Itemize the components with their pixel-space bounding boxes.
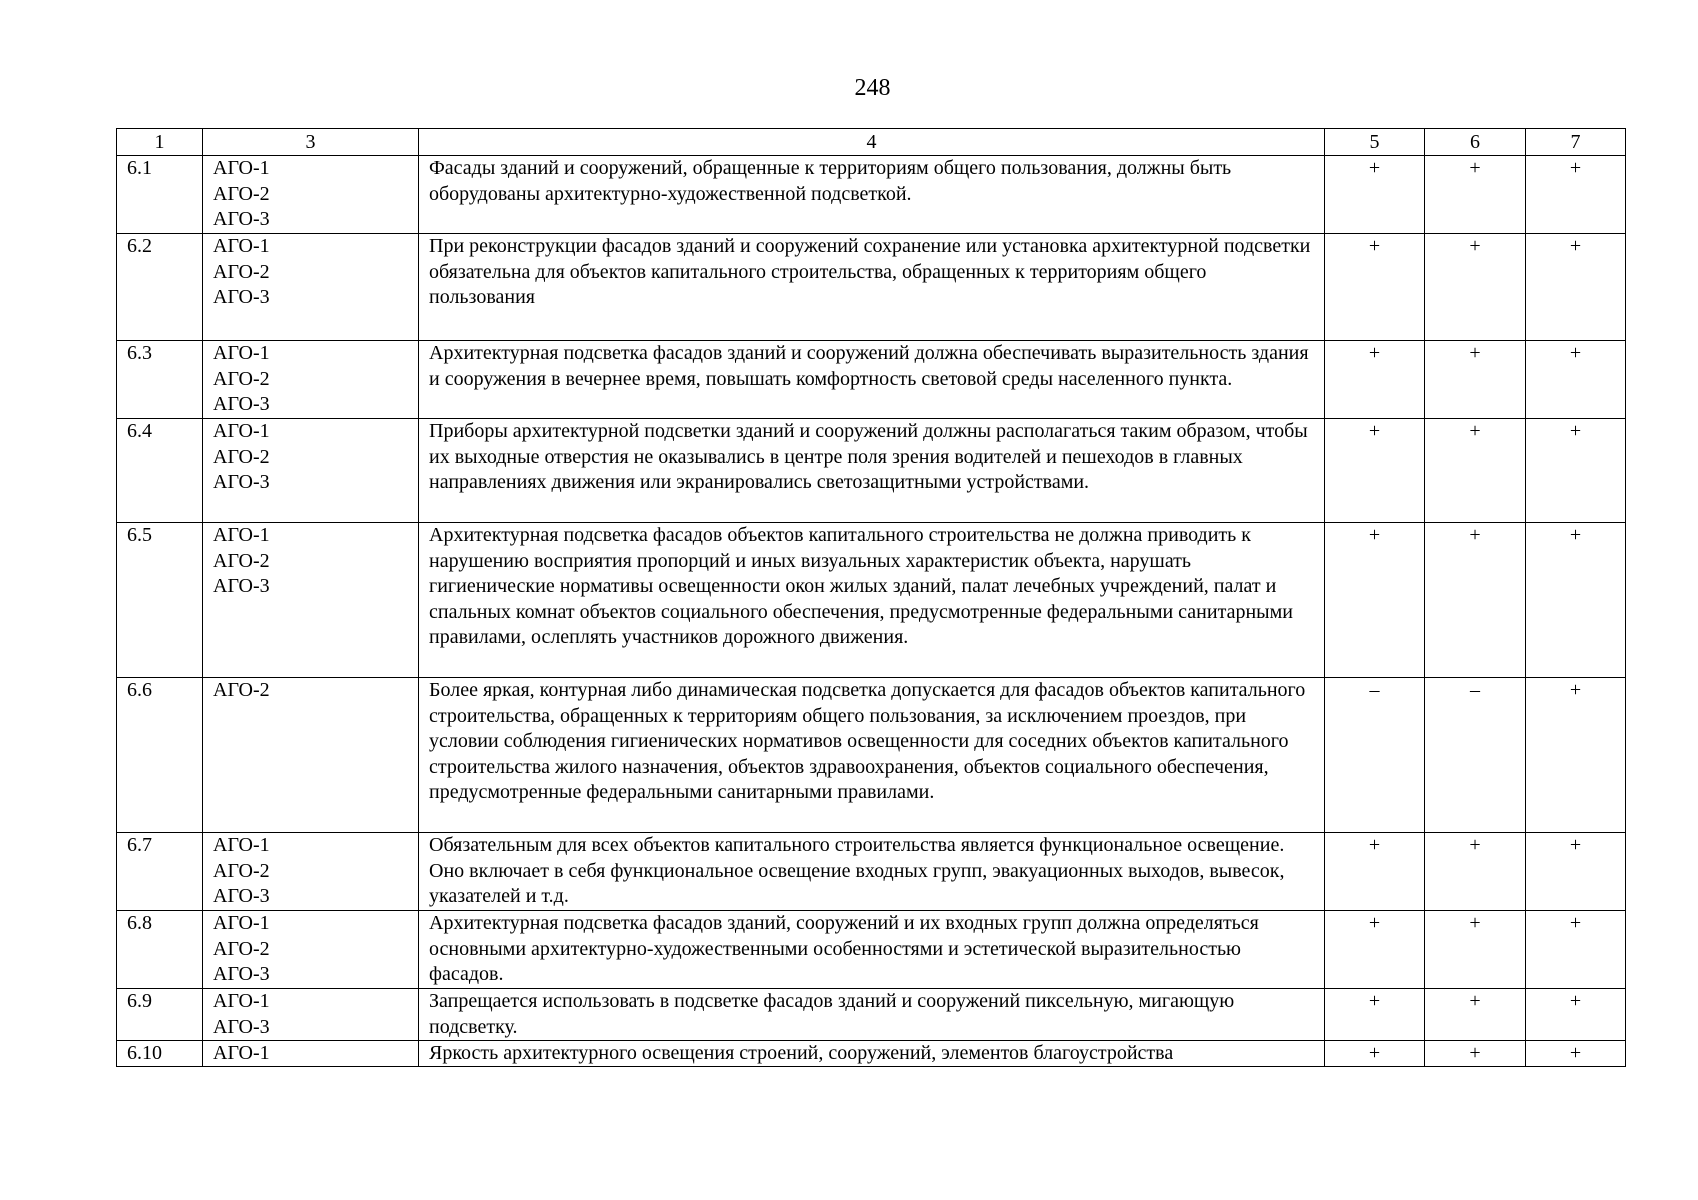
code: АГО-3	[213, 471, 270, 494]
code: АГО-2	[213, 679, 270, 701]
row-number: 6.10	[117, 1041, 203, 1067]
code: АГО-2	[213, 182, 270, 205]
row-text: При реконструкции фасадов зданий и сооружений сохранение или установка архитектурной подсветки обязательна для объектов капитального строительства, обращенных к территориям общего пользования	[419, 234, 1325, 341]
column-header: 7	[1526, 129, 1626, 156]
row-mark: +	[1526, 989, 1626, 1041]
row-mark: +	[1325, 419, 1425, 523]
table-row	[117, 234, 1626, 341]
row-number: 6.4	[117, 419, 203, 523]
table-header-row	[117, 129, 1626, 156]
row-mark: +	[1325, 523, 1425, 678]
row-mark: +	[1425, 911, 1526, 989]
row-mark: +	[1425, 989, 1526, 1041]
row-number: 6.7	[117, 833, 203, 911]
code: АГО-1	[213, 834, 270, 856]
row-codes	[203, 341, 419, 419]
code: АГО-1	[213, 420, 270, 442]
requirements-table	[116, 128, 1626, 1067]
table-row	[117, 989, 1626, 1041]
row-mark: +	[1526, 523, 1626, 678]
row-mark: +	[1526, 234, 1626, 341]
row-mark: +	[1325, 833, 1425, 911]
row-codes	[203, 419, 419, 523]
page-number: 248	[854, 75, 891, 101]
row-mark: +	[1425, 1041, 1526, 1067]
row-codes	[203, 989, 419, 1041]
row-text: Запрещается использовать в подсветке фасадов зданий и сооружений пиксельную, мигающую подсветку.	[419, 989, 1325, 1041]
row-codes	[203, 678, 419, 833]
table-row	[117, 833, 1626, 911]
code: АГО-1	[213, 524, 270, 546]
row-mark: +	[1526, 1041, 1626, 1067]
row-mark: +	[1325, 911, 1425, 989]
row-number: 6.8	[117, 911, 203, 989]
row-mark: +	[1526, 678, 1626, 833]
row-mark: +	[1526, 911, 1626, 989]
table-row	[117, 419, 1626, 523]
code: АГО-2	[213, 937, 270, 960]
row-number: 6.9	[117, 989, 203, 1041]
code: АГО-1	[213, 235, 270, 257]
row-text: Яркость архитектурного освещения строений, сооружений, элементов благоустройства	[419, 1041, 1325, 1067]
table-row	[117, 156, 1626, 234]
row-mark: +	[1325, 341, 1425, 419]
row-mark: +	[1325, 234, 1425, 341]
row-mark: +	[1425, 833, 1526, 911]
code: АГО-3	[213, 575, 270, 598]
code: АГО-2	[213, 859, 270, 882]
row-codes	[203, 1041, 419, 1067]
code: АГО-3	[213, 963, 270, 986]
code: АГО-3	[213, 393, 270, 416]
column-header: 1	[117, 129, 203, 156]
code: АГО-1	[213, 1042, 270, 1065]
code: АГО-1	[213, 990, 270, 1012]
row-mark: +	[1325, 156, 1425, 234]
row-mark: –	[1425, 678, 1526, 833]
row-mark: +	[1325, 1041, 1425, 1067]
row-mark: +	[1425, 341, 1526, 419]
row-codes	[203, 833, 419, 911]
table-row	[117, 678, 1626, 833]
code: АГО-1	[213, 912, 270, 934]
column-header: 3	[203, 129, 419, 156]
row-mark: +	[1325, 989, 1425, 1041]
row-text: Фасады зданий и сооружений, обращенные к территориям общего пользования, должны быть оборудованы архитектурно-художественной подсветкой.	[419, 156, 1325, 234]
column-header: 6	[1425, 129, 1526, 156]
row-mark: +	[1425, 419, 1526, 523]
code: АГО-3	[213, 208, 270, 231]
row-text: Архитектурная подсветка фасадов зданий и сооружений должна обеспечивать выразительность здания и сооружения в вечернее время, повышать комфортность световой среды населенного пункта.	[419, 341, 1325, 419]
row-mark: +	[1526, 419, 1626, 523]
row-mark: +	[1425, 234, 1526, 341]
row-mark: +	[1526, 341, 1626, 419]
table-row	[117, 911, 1626, 989]
row-mark: +	[1425, 523, 1526, 678]
code: АГО-2	[213, 367, 270, 390]
row-codes	[203, 156, 419, 234]
row-codes	[203, 523, 419, 678]
table-row	[117, 523, 1626, 678]
row-mark: +	[1425, 156, 1526, 234]
row-number: 6.5	[117, 523, 203, 678]
row-number: 6.3	[117, 341, 203, 419]
code: АГО-1	[213, 157, 270, 179]
row-text: Архитектурная подсветка фасадов объектов капитального строительства не должна приводить к нарушению восприятия пропорций и иных визуальных характеристик объекта, нарушать гигиенические нормативы освещенности окон жилых зданий, палат лечебных учреждений, палат и спальных комнат объектов социального обеспечения, предусмотренные федеральными санитарными правилами, ослеплять участников дорожного движения.	[419, 523, 1325, 678]
code: АГО-3	[213, 286, 270, 309]
code: АГО-2	[213, 549, 270, 572]
code: АГО-3	[213, 1015, 270, 1038]
row-text: Архитектурная подсветка фасадов зданий, сооружений и их входных групп должна определяться основными архитектурно-художественными особенностями и эстетической выразительностью фасадов.	[419, 911, 1325, 989]
code: АГО-3	[213, 885, 270, 908]
row-codes	[203, 911, 419, 989]
table-row	[117, 1041, 1626, 1067]
table-row	[117, 341, 1626, 419]
row-text: Обязательным для всех объектов капитального строительства является функциональное освещение. Оно включает в себя функциональное освещение входных групп, эвакуационных выходов, вывесок, указателей и т.д.	[419, 833, 1325, 911]
column-header: 4	[419, 129, 1325, 156]
row-number: 6.1	[117, 156, 203, 234]
column-header: 5	[1325, 129, 1425, 156]
code: АГО-2	[213, 260, 270, 283]
code: АГО-2	[213, 445, 270, 468]
row-mark: +	[1526, 833, 1626, 911]
row-codes	[203, 234, 419, 341]
row-number: 6.2	[117, 234, 203, 341]
row-mark: +	[1526, 156, 1626, 234]
code: АГО-1	[213, 342, 270, 364]
row-text: Более яркая, контурная либо динамическая подсветка допускается для фасадов объектов капитального строительства, обращенных к территориям общего пользования, за исключением проездов, при условии соблюдения гигиенических нормативов освещенности для соседних объектов капитального строительства жилого назначения, объектов здравоохранения, объектов социального обеспечения, предусмотренные федеральными санитарными правилами.	[419, 678, 1325, 833]
row-mark: –	[1325, 678, 1425, 833]
row-text: Приборы архитектурной подсветки зданий и сооружений должны располагаться таким образом, чтобы их выходные отверстия не оказывались в центре поля зрения водителей и пешеходов в главных направлениях движения или экранировались светозащитными устройствами.	[419, 419, 1325, 523]
row-number: 6.6	[117, 678, 203, 833]
